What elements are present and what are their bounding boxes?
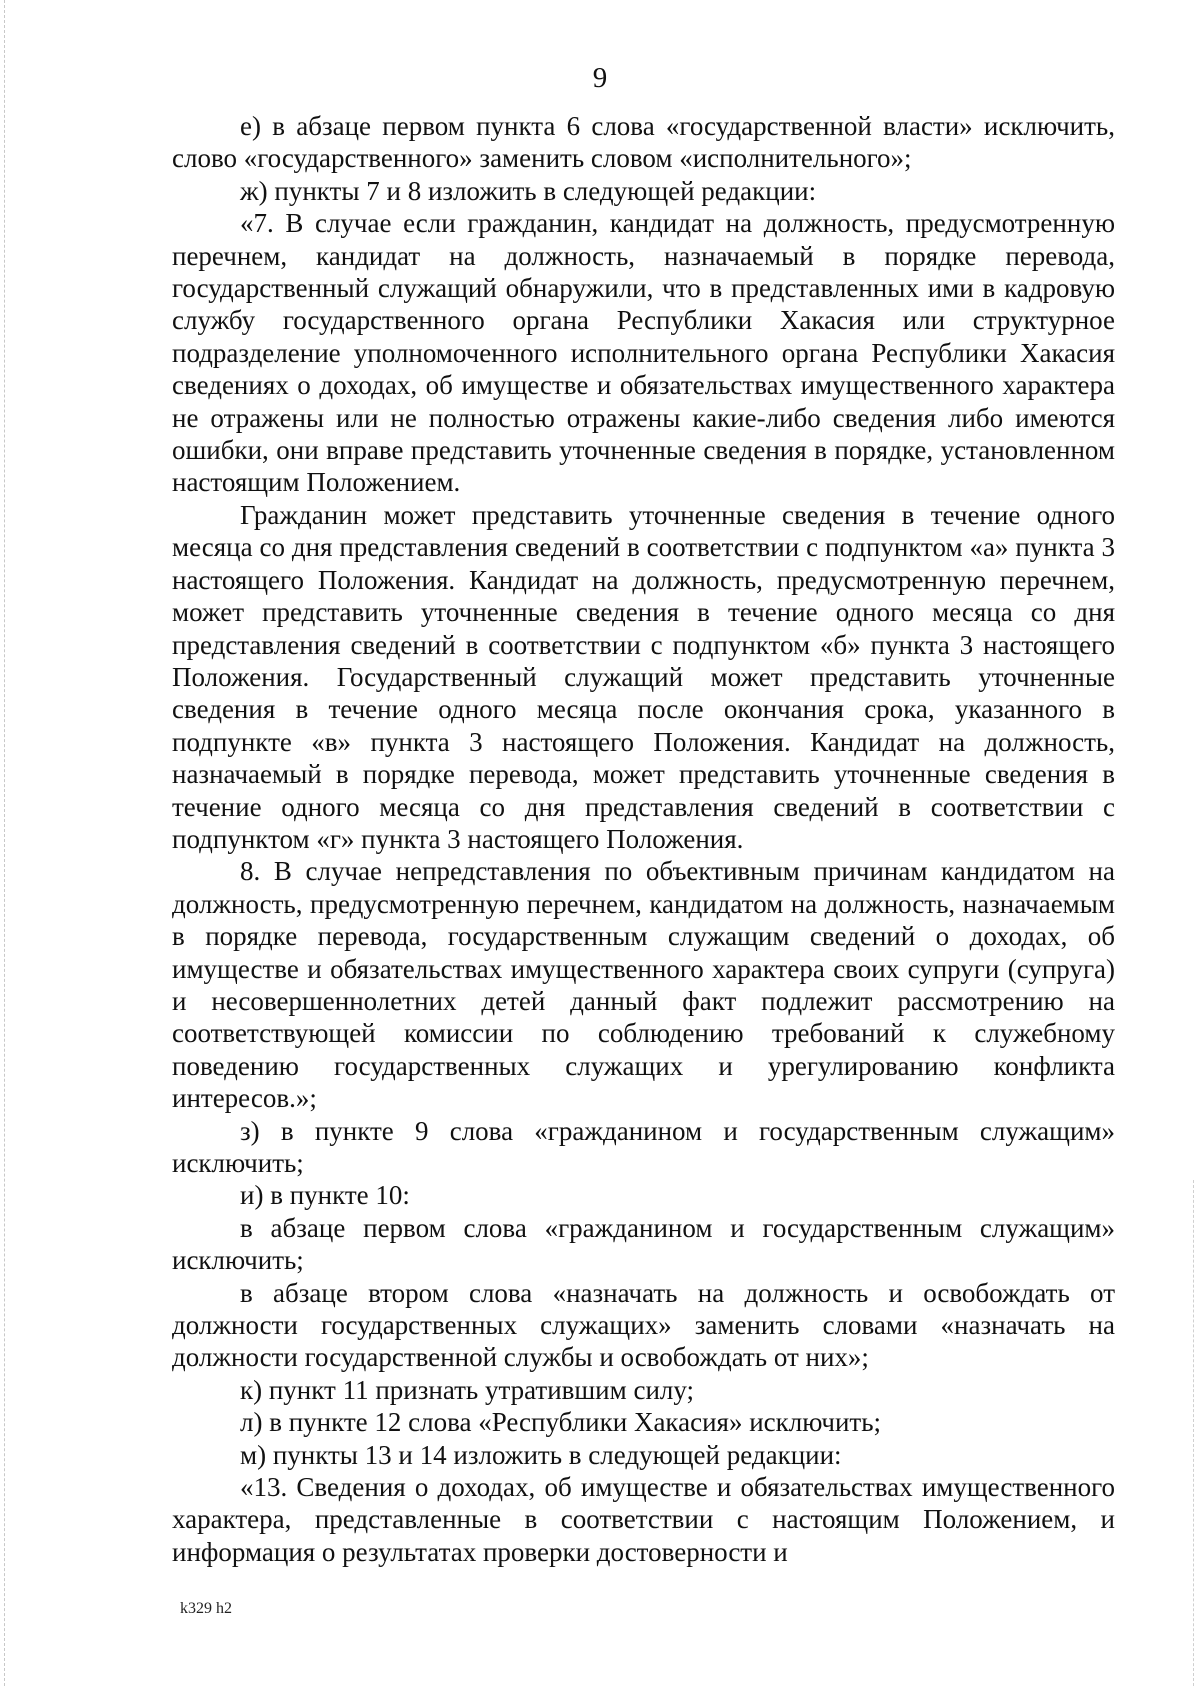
- paragraph-item-8: 8. В случае непредставления по объективным причинам кандидатом на должность, предусмотренную перечнем, кандидатом на должность, назначаемым в порядке перевода, государственным служащим сведений о доходах, об имуществе и обязательствах имущественного характера своих супруги (супруга) и несовершеннолетних детей данный факт подлежит рассмотрению на соответствующей комиссии по соблюдению требований к служебному поведению государственных служащих и урегулированию конфликта интересов.»;: [172, 856, 1115, 1114]
- page-number: 9: [592, 62, 608, 94]
- paragraph-item-7: «7. В случае если гражданин, кандидат на должность, предусмотренную перечнем, кандидат на должность, назначаемый в порядке перевода, государственный служащий обнаружили, что в представленных ими в кадровую службу государственного органа Республики Хакасия или структурное подразделение уполномоченного исполнительного органа Республики Хакасия сведениях о доходах, об имуществе и обязательствах имущественного характера не отражены или не полностью отражены какие-либо сведения либо имеются ошибки, они вправе представить уточненные сведения в порядке, установленном настоящим Положением.: [172, 208, 1115, 498]
- paragraph-zh: ж) пункты 7 и 8 изложить в следующей редакции:: [240, 175, 817, 206]
- paragraph-m: м) пункты 13 и 14 изложить в следующей редакции:: [240, 1439, 842, 1470]
- paragraph-i-first: в абзаце первом слова «гражданином и государственным служащим» исключить;: [172, 1212, 1115, 1276]
- scan-edge-left: [4, 0, 5, 1686]
- paragraph-k: к) пункт 11 признать утратившим силу;: [240, 1374, 695, 1405]
- paragraph-e: е) в абзаце первом пункта 6 слова «государственной власти» исключить, слово «государственного» заменить словом «исполнительного»;: [172, 111, 1115, 174]
- paragraph-item-13: «13. Сведения о доходах, об имуществе и обязательствах имущественного характера, представленные в соответствии с настоящим Положением, и информация о результатах проверки достоверности и: [172, 1472, 1115, 1567]
- paragraph-citizen-deadlines: Гражданин может представить уточненные сведения в течение одного месяца со дня представления сведений в соответствии с подпунктом «а» пункта 3 настоящего Положения. Кандидат на должность, предусмотренную перечнем, может представить уточненные сведения в течение одного месяца со дня представления сведений в соответствии с подпунктом «б» пункта 3 настоящего Положения. Государственный служащий может представить уточненные сведения в течение одного месяца после окончания срока, указанного в подпункте «в» пункта 3 настоящего Положения. Кандидат на должность, назначаемый в порядке перевода, может представить уточненные сведения в течение одного месяца со дня представления сведений в соответствии с подпунктом «г» пункта 3 настоящего Положения.: [172, 499, 1115, 854]
- paragraph-z: з) в пункте 9 слова «гражданином и государственным служащим» исключить;: [172, 1115, 1115, 1178]
- paragraph-i-second: в абзаце втором слова «назначать на должность и освобождать от должности государственных служащих» заменить словами «назначать на должности государственной службы и освобождать от них»;: [172, 1277, 1115, 1373]
- document-code: k329 h2: [180, 1600, 232, 1617]
- document-body: [172, 110, 1115, 1568]
- scan-edge-right: [1193, 1180, 1194, 1686]
- paragraph-i: и) в пункте 10:: [240, 1180, 410, 1211]
- paragraph-l: л) в пункте 12 слова «Республики Хакасия» исключить;: [240, 1407, 882, 1438]
